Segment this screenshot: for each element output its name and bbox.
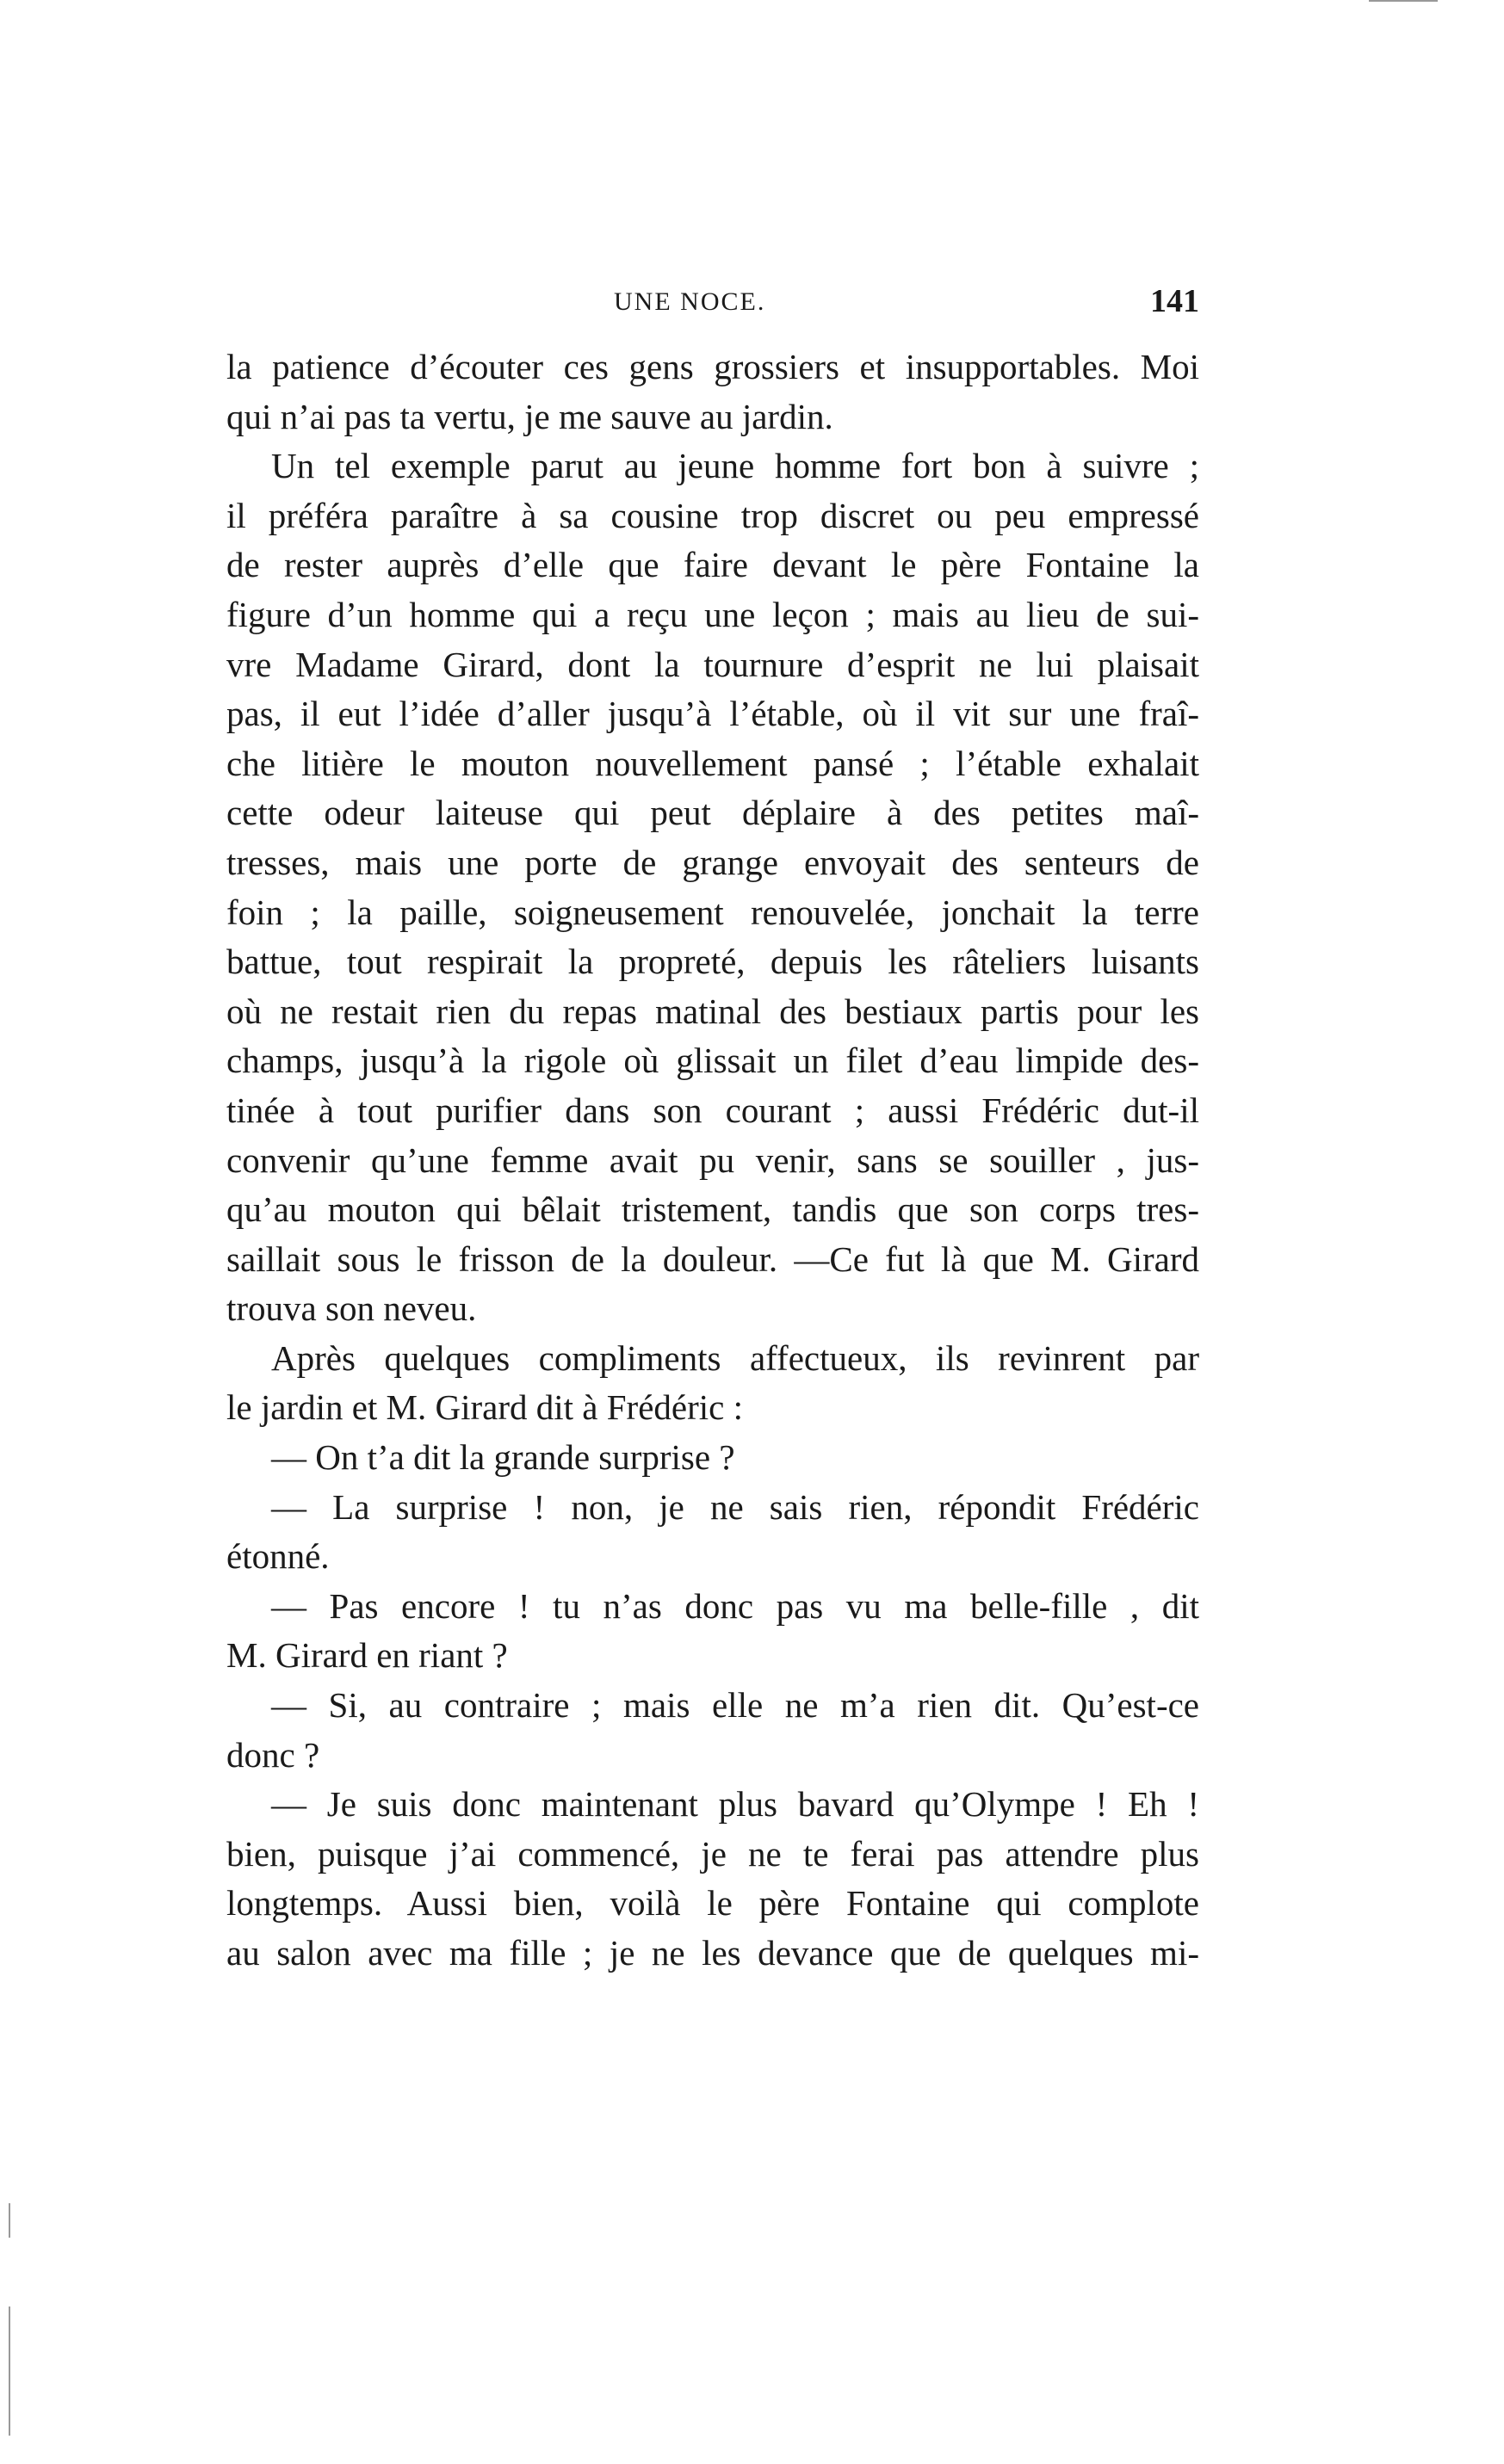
text-line: le jardin et M. Girard dit à Frédéric :	[226, 1387, 743, 1428]
running-title: UNE NOCE.	[614, 287, 766, 316]
text-line: étonné.	[226, 1536, 330, 1577]
text-line: tresses, mais une porte de grange envoyait des senteurs de	[226, 842, 1199, 882]
text-line: qu’au mouton qui bêlait tristement, tandis que son corps tres-	[226, 1189, 1199, 1230]
text-line: pas, il eut l’idée d’aller jusqu’à l’étable, où il vit sur une fraî-	[226, 694, 1199, 734]
text-line: convenir qu’une femme avait pu venir, sans se souiller , jus-	[226, 1139, 1199, 1180]
text-line: de rester auprès d’elle que faire devant le père Fontaine la	[226, 545, 1199, 585]
text-line: saillait sous le frisson de la douleur. —Ce fut là que M. Girard	[226, 1238, 1199, 1279]
text-line: — Pas encore ! tu n’as donc pas vu ma belle-fille , dit	[271, 1585, 1199, 1626]
text-line: Un tel exemple parut au jeune homme fort bon à suivre ;	[271, 446, 1199, 486]
text-line: figure d’un homme qui a reçu une leçon ; mais au lieu de sui-	[226, 594, 1199, 634]
scan-edge-mark	[1369, 0, 1438, 2]
text-line: qui n’ai pas ta vertu, je me sauve au jardin.	[226, 396, 833, 436]
text-line: donc ?	[226, 1734, 320, 1775]
text-line: cette odeur laiteuse qui peut déplaire à des petites maî-	[226, 793, 1199, 833]
text-line: tinée à tout purifier dans son courant ; aussi Frédéric dut-il	[226, 1090, 1199, 1130]
text-line: vre Madame Girard, dont la tournure d’esprit ne lui plaisait	[226, 644, 1199, 684]
text-line: che litière le mouton nouvellement pansé ; l’étable exhalait	[226, 743, 1199, 783]
text-line: — On t’a dit la grande surprise ?	[271, 1437, 735, 1478]
page-header	[226, 282, 1199, 325]
text-line: foin ; la paille, soigneusement renouvelée, jonchait la terre	[226, 892, 1199, 932]
text-line: champs, jusqu’à la rigole où glissait un filet d’eau limpide des-	[226, 1041, 1199, 1081]
text-line: bien, puisque j’ai commencé, je ne te ferai pas attendre plus	[226, 1833, 1199, 1874]
text-line: Après quelques compliments affectueux, ils revinrent par	[271, 1337, 1199, 1378]
text-line: M. Girard en riant ?	[226, 1635, 508, 1676]
page-number: 141	[1150, 283, 1199, 319]
body-text	[226, 343, 1199, 1979]
text-line: — La surprise ! non, je ne sais rien, répondit Frédéric	[271, 1486, 1199, 1527]
text-line: la patience d’écouter ces gens grossiers et insupportables. Moi	[226, 347, 1199, 386]
scan-edge-mark	[9, 2203, 10, 2238]
text-line: longtemps. Aussi bien, voilà le père Fontaine qui complote	[226, 1883, 1199, 1924]
scan-edge-mark	[9, 2307, 10, 2436]
text-line: battue, tout respirait la propreté, depuis les râteliers luisants	[226, 942, 1199, 982]
text-line: — Si, au contraire ; mais elle ne m’a rien dit. Qu’est-ce	[271, 1685, 1199, 1726]
text-line: — Je suis donc maintenant plus bavard qu’Olympe ! Eh !	[271, 1784, 1199, 1825]
text-line: où ne restait rien du repas matinal des bestiaux partis pour les	[226, 991, 1199, 1031]
text-line: trouva son neveu.	[226, 1288, 477, 1329]
text-line: il préféra paraître à sa cousine trop discret ou peu empressé	[226, 495, 1199, 535]
text-line: au salon avec ma fille ; je ne les devance que de quelques mi-	[226, 1933, 1199, 1973]
